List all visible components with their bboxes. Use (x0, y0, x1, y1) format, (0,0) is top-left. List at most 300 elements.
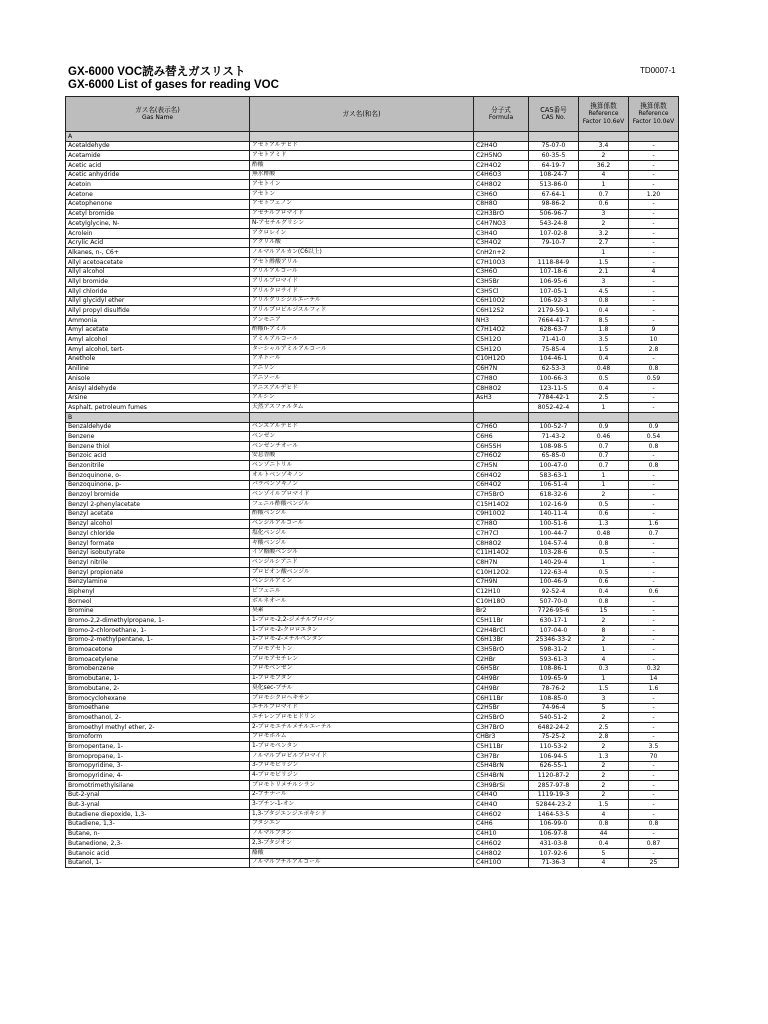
rf-10-0-cell: 4 (629, 267, 679, 277)
gas-name-jp-cell: パラベンゾキノン (250, 480, 474, 490)
formula-cell: C7H5BrO (474, 490, 529, 500)
gas-name-cell: Acetamide (66, 151, 250, 161)
formula-cell: C9H10O2 (474, 509, 529, 519)
cas-cell: 513-86-0 (529, 180, 579, 190)
table-row (66, 287, 679, 297)
rf-10-0-cell: - (629, 848, 679, 858)
rf-10-0-cell: 9 (629, 325, 679, 335)
table-row (66, 800, 679, 810)
gas-name-jp-cell: 酢酸 (250, 161, 474, 171)
gas-name-cell: Bromo-2-methylpentane, 1- (66, 635, 250, 645)
gas-name-jp-cell: ブタジエン (250, 819, 474, 829)
gas-name-cell: Benzyl alcohol (66, 519, 250, 529)
rf-10-6-cell: 0.4 (579, 383, 629, 393)
table-row (66, 461, 679, 471)
formula-cell: C6H10O2 (474, 296, 529, 306)
cas-cell: 65-85-0 (529, 451, 579, 461)
rf-10-0-cell: - (629, 790, 679, 800)
rf-10-0-cell: 0.54 (629, 432, 679, 442)
rf-10-0-cell: 0.59 (629, 374, 679, 384)
gas-list-table (65, 96, 679, 868)
table-row (66, 752, 679, 762)
cas-cell: 593-61-3 (529, 655, 579, 665)
formula-cell: C4H6O2 (474, 839, 529, 849)
cas-cell: 75-07-0 (529, 141, 579, 151)
gas-name-cell: Bromobutane, 2- (66, 684, 250, 694)
gas-name-jp-cell: アニスアルデヒド (250, 383, 474, 393)
gas-name-jp-cell: 1-ブロモ-2-クロロエタン (250, 626, 474, 636)
formula-cell: C10H18O (474, 597, 529, 607)
rf-10-6-cell: 36.2 (579, 161, 629, 171)
section-label: B (66, 412, 250, 422)
gas-name-jp-cell: アクロレイン (250, 228, 474, 238)
header-gas-name-jp: ガス名(和名) (250, 97, 474, 132)
gas-name-jp-cell: アリルグリシジルエーテル (250, 296, 474, 306)
rf-10-6-cell: 3 (579, 209, 629, 219)
formula-cell: C4H8O2 (474, 848, 529, 858)
formula-cell: C6H6 (474, 432, 529, 442)
gas-name-cell: Acrolein (66, 228, 250, 238)
gas-name-cell: Benzyl acetate (66, 509, 250, 519)
table-row (66, 374, 679, 384)
table-row (66, 693, 679, 703)
formula-cell: C3H9BrSi (474, 781, 529, 791)
table-row (66, 257, 679, 267)
rf-10-6-cell: 0.7 (579, 461, 629, 471)
rf-10-6-cell: 44 (579, 829, 629, 839)
rf-10-6-cell: 1 (579, 480, 629, 490)
cas-cell: 75-25-2 (529, 732, 579, 742)
gas-name-jp-cell: アセトアルデヒド (250, 141, 474, 151)
section-fill-cell (529, 412, 579, 422)
gas-name-cell: Bromocyclohexane (66, 693, 250, 703)
cas-cell: 628-63-7 (529, 325, 579, 335)
table-row (66, 170, 679, 180)
rf-10-0-cell: 0.9 (629, 422, 679, 432)
formula-cell (474, 403, 529, 413)
table-row (66, 248, 679, 258)
rf-10-0-cell: - (629, 451, 679, 461)
rf-10-6-cell: 1.8 (579, 325, 629, 335)
formula-cell: C3H4O (474, 228, 529, 238)
rf-10-0-cell: 0.6 (629, 587, 679, 597)
formula-cell: C2H4O (474, 141, 529, 151)
cas-cell: 100-51-6 (529, 519, 579, 529)
header-rf-10-6: 換算係数 Reference Factor 10.6eV (579, 97, 629, 132)
formula-cell: C3H5BrO (474, 645, 529, 655)
rf-10-0-cell: - (629, 383, 679, 393)
table-row (66, 810, 679, 820)
formula-cell: C7H9N (474, 577, 529, 587)
table-row (66, 354, 679, 364)
gas-name-jp-cell: 1-ブロモ-2,2-ジメチルプロパン (250, 616, 474, 626)
cas-cell: 630-17-1 (529, 616, 579, 626)
gas-name-cell: Bromobenzene (66, 664, 250, 674)
formula-cell: C4H9Br (474, 684, 529, 694)
gas-name-jp-cell: 1,3-ブタジエンジエポキシド (250, 810, 474, 820)
rf-10-0-cell: - (629, 655, 679, 665)
gas-name-jp-cell: 1-ブロモ-2-メチルペンタン (250, 635, 474, 645)
rf-10-0-cell: 0.8 (629, 364, 679, 374)
gas-name-cell: Butane, n- (66, 829, 250, 839)
cas-cell: 98-86-2 (529, 199, 579, 209)
rf-10-0-cell: - (629, 248, 679, 258)
gas-name-cell: Amyl alcohol (66, 335, 250, 345)
cas-cell: 106-99-0 (529, 819, 579, 829)
formula-cell: C5H4BrN (474, 771, 529, 781)
gas-name-cell: Benzoic acid (66, 451, 250, 461)
gas-name-jp-cell: アセトアミド (250, 151, 474, 161)
formula-cell: C5H4BrN (474, 761, 529, 771)
rf-10-6-cell: 0.5 (579, 567, 629, 577)
gas-name-jp-cell: ベンジルシアニド (250, 558, 474, 568)
gas-name-jp-cell: アセトン (250, 190, 474, 200)
rf-10-6-cell: 3 (579, 277, 629, 287)
cas-cell: 106-51-4 (529, 480, 579, 490)
section-fill-cell (529, 132, 579, 142)
formula-cell: C8H8O2 (474, 538, 529, 548)
table-row (66, 848, 679, 858)
gas-name-cell: Bromo-2,2-dimethylpropane, 1- (66, 616, 250, 626)
cas-cell: 6482-24-2 (529, 722, 579, 732)
rf-10-6-cell: 2 (579, 713, 629, 723)
gas-name-jp-cell: ターシャルアミルアルコール (250, 345, 474, 355)
table-row (66, 635, 679, 645)
cas-cell: 100-66-3 (529, 374, 579, 384)
formula-cell: C3H7BrO (474, 722, 529, 732)
rf-10-0-cell: - (629, 393, 679, 403)
gas-name-cell: Benzoquinone, o- (66, 471, 250, 481)
formula-cell: C7H6O (474, 422, 529, 432)
gas-name-cell: Allyl chloride (66, 287, 250, 297)
rf-10-0-cell: - (629, 635, 679, 645)
cas-cell: 540-51-2 (529, 713, 579, 723)
rf-10-6-cell: 1 (579, 403, 629, 413)
gas-name-cell: Bromopyridine, 3- (66, 761, 250, 771)
rf-10-6-cell: 5 (579, 848, 629, 858)
section-label: A (66, 132, 250, 142)
formula-cell: C3H5Cl (474, 287, 529, 297)
table-row (66, 790, 679, 800)
table-row (66, 558, 679, 568)
gas-name-cell: Bromobutane, 1- (66, 674, 250, 684)
rf-10-0-cell: - (629, 480, 679, 490)
formula-cell: C3H6O (474, 267, 529, 277)
rf-10-0-cell: - (629, 180, 679, 190)
formula-cell: C7H5N (474, 461, 529, 471)
rf-10-0-cell: - (629, 296, 679, 306)
table-row (66, 209, 679, 219)
table-row (66, 597, 679, 607)
table-row (66, 238, 679, 248)
formula-cell: C2H3BrO (474, 209, 529, 219)
gas-name-jp-cell: ベンジルアルコール (250, 519, 474, 529)
formula-cell: C7H8O (474, 374, 529, 384)
gas-name-jp-cell: ブロモホルム (250, 732, 474, 742)
formula-cell: C15H14O2 (474, 500, 529, 510)
gas-name-jp-cell: 4-ブロモピリジン (250, 771, 474, 781)
table-row (66, 858, 679, 868)
table-row (66, 674, 679, 684)
cas-cell: 106-95-6 (529, 277, 579, 287)
table-row (66, 180, 679, 190)
cas-cell: 71-43-2 (529, 432, 579, 442)
gas-name-cell: Acetaldehyde (66, 141, 250, 151)
rf-10-6-cell: 2 (579, 635, 629, 645)
rf-10-0-cell: - (629, 761, 679, 771)
cas-cell: 100-47-0 (529, 461, 579, 471)
rf-10-6-cell: 1.5 (579, 257, 629, 267)
gas-name-cell: Acetylglycine, N- (66, 219, 250, 229)
rf-10-6-cell: 1 (579, 180, 629, 190)
rf-10-6-cell: 2.7 (579, 238, 629, 248)
formula-cell: C7H10O3 (474, 257, 529, 267)
rf-10-0-cell: - (629, 306, 679, 316)
formula-cell: C3H7Br (474, 752, 529, 762)
rf-10-0-cell: - (629, 732, 679, 742)
rf-10-0-cell: - (629, 209, 679, 219)
gas-name-jp-cell: ボルネオール (250, 597, 474, 607)
cas-cell: 140-11-4 (529, 509, 579, 519)
rf-10-6-cell: 4 (579, 170, 629, 180)
gas-name-jp-cell: アニリン (250, 364, 474, 374)
gas-name-jp-cell: 酢酸ベンジル (250, 509, 474, 519)
cas-cell: 626-55-1 (529, 761, 579, 771)
section-fill-cell (250, 412, 474, 422)
rf-10-0-cell: - (629, 161, 679, 171)
gas-name-jp-cell: アリルアルコール (250, 267, 474, 277)
cas-cell: 108-86-1 (529, 664, 579, 674)
rf-10-0-cell: - (629, 810, 679, 820)
formula-cell: C12H10 (474, 587, 529, 597)
cas-cell: 104-46-1 (529, 354, 579, 364)
table-row (66, 316, 679, 326)
table-row (66, 296, 679, 306)
rf-10-6-cell: 0.8 (579, 296, 629, 306)
rf-10-0-cell: 70 (629, 752, 679, 762)
rf-10-0-cell: - (629, 597, 679, 607)
table-header-row (66, 97, 679, 132)
cas-cell: 100-52-7 (529, 422, 579, 432)
rf-10-0-cell: - (629, 722, 679, 732)
gas-name-cell: Bromine (66, 606, 250, 616)
table-row (66, 509, 679, 519)
rf-10-6-cell: 0.8 (579, 538, 629, 548)
gas-name-jp-cell: アルシン (250, 393, 474, 403)
table-row (66, 190, 679, 200)
rf-10-6-cell: 0.7 (579, 190, 629, 200)
gas-name-cell: Ammonia (66, 316, 250, 326)
cas-cell: 583-63-1 (529, 471, 579, 481)
gas-name-cell: Acetic acid (66, 161, 250, 171)
gas-name-jp-cell: アリルブロマイド (250, 277, 474, 287)
section-fill-cell (579, 412, 629, 422)
formula-cell: C3H6O (474, 190, 529, 200)
formula-cell: C8H8O (474, 199, 529, 209)
gas-name-cell: Acrylic Acid (66, 238, 250, 248)
cas-cell: 67-64-1 (529, 190, 579, 200)
table-row (66, 490, 679, 500)
gas-name-jp-cell: プロピオン酸ベンジル (250, 567, 474, 577)
gas-name-jp-cell: ビフェニル (250, 587, 474, 597)
gas-name-cell: Butanedione, 2,3- (66, 839, 250, 849)
gas-name-cell: Bromoethyl methyl ether, 2- (66, 722, 250, 732)
gas-name-jp-cell: エチレンブロモヒドリン (250, 713, 474, 723)
section-row (66, 412, 679, 422)
gas-name-jp-cell: アリルクロライド (250, 287, 474, 297)
cas-cell: 78-76-2 (529, 684, 579, 694)
rf-10-6-cell: 3.5 (579, 335, 629, 345)
formula-cell: C8H8O2 (474, 383, 529, 393)
gas-name-cell: But-2-ynal (66, 790, 250, 800)
rf-10-0-cell: - (629, 471, 679, 481)
formula-cell: C4H6O2 (474, 810, 529, 820)
rf-10-0-cell: - (629, 490, 679, 500)
rf-10-6-cell: 0.46 (579, 432, 629, 442)
rf-10-0-cell: - (629, 403, 679, 413)
rf-10-0-cell: - (629, 558, 679, 568)
gas-name-cell: Bromotrimethylsilane (66, 781, 250, 791)
rf-10-0-cell: 1.6 (629, 684, 679, 694)
formula-cell: C7H14O2 (474, 325, 529, 335)
table-row (66, 500, 679, 510)
gas-name-jp-cell: ベンゾニトリル (250, 461, 474, 471)
gas-name-jp-cell: ベンジルアミン (250, 577, 474, 587)
cas-cell: 60-35-5 (529, 151, 579, 161)
gas-name-cell: Acetoin (66, 180, 250, 190)
cas-cell: 107-05-1 (529, 287, 579, 297)
formula-cell: C5H12O (474, 345, 529, 355)
rf-10-6-cell: 0.6 (579, 577, 629, 587)
formula-cell: C4H10 (474, 829, 529, 839)
formula-cell: C8H7N (474, 558, 529, 568)
table-row (66, 451, 679, 461)
rf-10-6-cell: 2 (579, 771, 629, 781)
formula-cell: CHBr3 (474, 732, 529, 742)
rf-10-0-cell: - (629, 354, 679, 364)
gas-name-cell: Anisole (66, 374, 250, 384)
formula-cell: C4H7NO3 (474, 219, 529, 229)
cas-cell: 1119-19-3 (529, 790, 579, 800)
rf-10-6-cell: 1 (579, 674, 629, 684)
table-row (66, 713, 679, 723)
cas-cell (529, 248, 579, 258)
rf-10-6-cell: 0.4 (579, 354, 629, 364)
gas-name-cell: Acetic anhydride (66, 170, 250, 180)
table-row (66, 587, 679, 597)
rf-10-6-cell: 1.3 (579, 752, 629, 762)
cas-cell: 100-44-7 (529, 529, 579, 539)
cas-cell: 106-92-3 (529, 296, 579, 306)
rf-10-6-cell: 0.4 (579, 306, 629, 316)
cas-cell: 1120-87-2 (529, 771, 579, 781)
gas-name-cell: Benzyl chloride (66, 529, 250, 539)
gas-name-cell: Anisyl aldehyde (66, 383, 250, 393)
gas-name-cell: Anethole (66, 354, 250, 364)
gas-name-cell: Acetophenone (66, 199, 250, 209)
table-row (66, 781, 679, 791)
formula-cell: AsH3 (474, 393, 529, 403)
formula-cell: C6H4O2 (474, 480, 529, 490)
formula-cell: C4H10O (474, 858, 529, 868)
cas-cell: 598-31-2 (529, 645, 579, 655)
gas-name-cell: Arsine (66, 393, 250, 403)
formula-cell: C6H12S2 (474, 306, 529, 316)
gas-name-cell: Benzyl nitrile (66, 558, 250, 568)
gas-name-jp-cell: アリルプロピルジスルフィド (250, 306, 474, 316)
formula-cell: C6H11Br (474, 693, 529, 703)
table-row (66, 364, 679, 374)
gas-name-cell: Allyl bromide (66, 277, 250, 287)
gas-name-jp-cell: アセト酢酸アリル (250, 257, 474, 267)
table-row (66, 161, 679, 171)
document-id: TD0007-1 (640, 66, 676, 75)
cas-cell: 71-36-3 (529, 858, 579, 868)
table-row (66, 306, 679, 316)
cas-cell: 506-96-7 (529, 209, 579, 219)
gas-name-cell: Aniline (66, 364, 250, 374)
gas-name-jp-cell: 酢酸n-アミル (250, 325, 474, 335)
cas-cell: 123-11-5 (529, 383, 579, 393)
rf-10-6-cell: 1.5 (579, 800, 629, 810)
gas-name-jp-cell: アセトイン (250, 180, 474, 190)
rf-10-0-cell: 0.32 (629, 664, 679, 674)
gas-name-cell: Bromopropane, 1- (66, 752, 250, 762)
gas-name-cell: Butadiene diepoxide, 1,3- (66, 810, 250, 820)
table-row (66, 219, 679, 229)
rf-10-6-cell: 2 (579, 781, 629, 791)
gas-name-jp-cell: イソ酪酸ベンジル (250, 548, 474, 558)
rf-10-0-cell: - (629, 277, 679, 287)
gas-name-jp-cell: アニソール (250, 374, 474, 384)
gas-name-cell: Asphalt, petroleum fumes (66, 403, 250, 413)
cas-cell: 1118-84-9 (529, 257, 579, 267)
cas-cell: 7664-41-7 (529, 316, 579, 326)
header-rf-10-0: 換算係数 Reference Factor 10.0eV (629, 97, 679, 132)
rf-10-6-cell: 0.5 (579, 500, 629, 510)
rf-10-0-cell: - (629, 616, 679, 626)
gas-name-cell: Bromopyridine, 4- (66, 771, 250, 781)
rf-10-6-cell: 2 (579, 790, 629, 800)
cas-cell: 52844-23-2 (529, 800, 579, 810)
gas-name-cell: Benzyl propionate (66, 567, 250, 577)
gas-name-cell: But-3-ynal (66, 800, 250, 810)
gas-name-cell: Borneol (66, 597, 250, 607)
formula-cell: C3H5Br (474, 277, 529, 287)
cas-cell: 1464-53-5 (529, 810, 579, 820)
rf-10-6-cell: 2 (579, 616, 629, 626)
gas-name-jp-cell: 1-ブロモブタン (250, 674, 474, 684)
gas-name-cell: Butadiene, 1,3- (66, 819, 250, 829)
rf-10-6-cell: 1 (579, 558, 629, 568)
table-row (66, 742, 679, 752)
gas-name-jp-cell: 3-ブチン-1-オン (250, 800, 474, 810)
section-row (66, 132, 679, 142)
rf-10-0-cell: - (629, 577, 679, 587)
rf-10-0-cell: - (629, 199, 679, 209)
gas-name-jp-cell: 2-ブロモエチルメチルエーテル (250, 722, 474, 732)
formula-cell: C3H4O2 (474, 238, 529, 248)
gas-name-jp-cell: ベンゼンチオール (250, 442, 474, 452)
formula-cell: C4H9Br (474, 674, 529, 684)
rf-10-6-cell: 2 (579, 219, 629, 229)
table-row (66, 442, 679, 452)
rf-10-0-cell: 0.8 (629, 819, 679, 829)
table-row (66, 538, 679, 548)
cas-cell: 106-94-5 (529, 752, 579, 762)
cas-cell: 100-46-9 (529, 577, 579, 587)
gas-name-cell: Benzene (66, 432, 250, 442)
